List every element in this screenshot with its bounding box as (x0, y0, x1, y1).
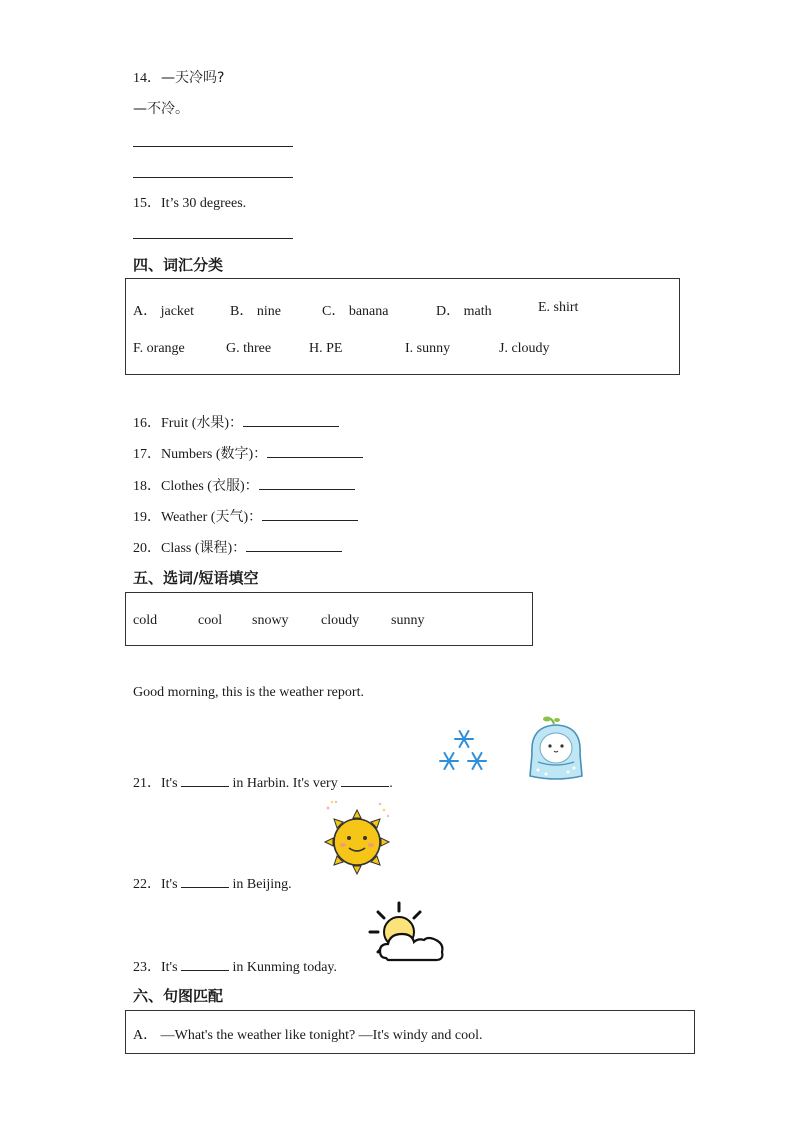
q21-text-a: It's (161, 776, 178, 791)
q20-label: Class (课程)： (161, 541, 247, 556)
q17 (133, 443, 363, 463)
section6-title: 六、句图匹配 (133, 987, 224, 1005)
word-sunny: sunny (391, 613, 425, 628)
q14-reply: —不冷。 (133, 101, 189, 117)
q19 (133, 506, 358, 526)
word-snowy: snowy (252, 613, 289, 628)
q16-label: Fruit (水果)： (161, 416, 244, 431)
word-cool: cool (198, 613, 223, 628)
q21 (133, 772, 393, 792)
q17-label: Numbers (数字)： (161, 447, 268, 462)
option-b: B． nine (230, 304, 281, 319)
q21-text-c: . (389, 776, 393, 791)
option-j: J. cloudy (499, 341, 550, 356)
weather-report-intro: Good morning, this is the weather report. (133, 685, 364, 700)
q22-text-a: It's (161, 877, 178, 892)
q19-label: Weather (天气)： (161, 510, 263, 525)
word-cold: cold (133, 613, 158, 628)
option-i: I. sunny (405, 341, 451, 356)
section4-title: 四、词汇分类 (133, 256, 224, 274)
sun-icon (322, 798, 392, 876)
q19-blank[interactable] (262, 520, 358, 521)
q15-answer-line[interactable] (133, 238, 293, 239)
option-g: G. three (226, 341, 272, 356)
q17-blank[interactable] (267, 457, 363, 458)
option-c: C． banana (322, 304, 389, 319)
q23-blank[interactable] (181, 970, 229, 971)
q22-text-b: in Beijing. (232, 877, 292, 892)
q16-blank[interactable] (243, 426, 339, 427)
section5-title: 五、选词/短语填空 (133, 569, 259, 587)
q18 (133, 475, 355, 495)
option-f: F. orange (133, 341, 185, 356)
q14-prompt: —天冷吗? (161, 70, 225, 86)
q22 (133, 873, 292, 893)
q16 (133, 412, 339, 432)
q14-answer-line-2[interactable] (133, 177, 293, 178)
q15-prompt: It’s 30 degrees. (161, 196, 247, 211)
sentence-a: A． —What's the weather like tonight? —It's windy and cool. (133, 1028, 483, 1043)
word-bank-box (125, 278, 680, 375)
q21-blank-2[interactable] (341, 786, 389, 787)
option-h: H. PE (309, 341, 343, 356)
q20-number: 20． (133, 541, 161, 556)
snowflakes-icon (438, 728, 490, 774)
q16-number: 16． (133, 416, 161, 431)
q17-number: 17． (133, 447, 161, 462)
q22-blank[interactable] (181, 887, 229, 888)
q22-number: 22． (133, 877, 161, 892)
q23 (133, 956, 337, 976)
q15-number: 15． (133, 196, 161, 211)
q23-text-a: It's (161, 960, 178, 975)
q18-number: 18． (133, 479, 161, 494)
cold-character-icon (524, 714, 588, 782)
q18-label: Clothes (衣服)： (161, 479, 259, 494)
q14-number: 14． (133, 71, 161, 86)
q23-number: 23． (133, 960, 161, 975)
option-a: A． jacket (133, 304, 195, 319)
q14 (133, 67, 224, 87)
q21-blank-1[interactable] (181, 786, 229, 787)
q21-text-b: in Harbin. It's very (232, 776, 338, 791)
q15 (133, 192, 246, 212)
q23-text-b: in Kunming today. (232, 960, 338, 975)
q20 (133, 537, 342, 557)
q14-answer-line-1[interactable] (133, 146, 293, 147)
sun-cloud-icon (366, 900, 446, 968)
option-d: D． math (436, 304, 492, 319)
q20-blank[interactable] (246, 551, 342, 552)
q19-number: 19． (133, 510, 161, 525)
option-e: E. shirt (538, 300, 579, 315)
word-cloudy: cloudy (321, 613, 360, 628)
q21-number: 21． (133, 776, 161, 791)
q18-blank[interactable] (259, 489, 355, 490)
